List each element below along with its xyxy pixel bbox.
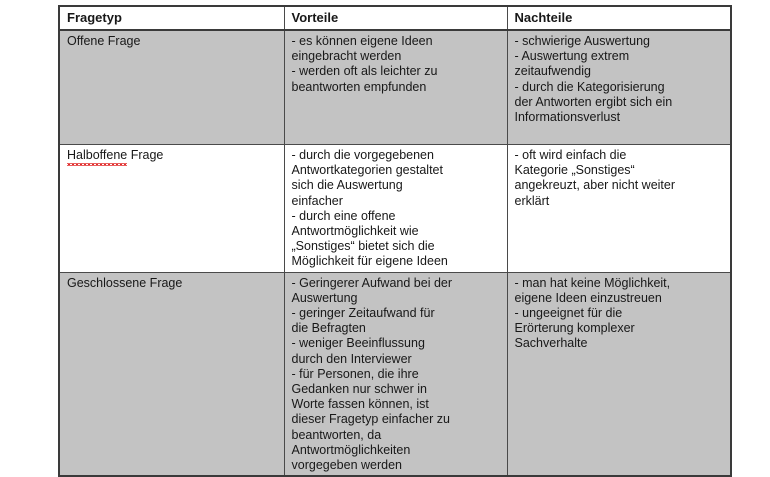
vorteile-line: durch den Interviewer bbox=[291, 351, 412, 366]
table-header-row bbox=[59, 6, 731, 30]
vorteile-line: eingebracht werden bbox=[291, 49, 402, 64]
vorteile-line: - es können eigene Ideen bbox=[291, 34, 433, 48]
question-types-table bbox=[58, 5, 732, 477]
nachteile-line: der Antworten ergibt sich ein bbox=[514, 94, 673, 109]
vorteile-line: - für Personen, die ihre bbox=[291, 366, 419, 381]
nachteile-line: Sachverhalte bbox=[514, 336, 588, 351]
nachteile-line: - oft wird einfach die bbox=[514, 148, 627, 162]
nachteile-line: eigene Ideen einzustreuen bbox=[514, 290, 662, 305]
vorteile-line: Worte fassen können, ist bbox=[291, 397, 429, 412]
vorteile-line: - Geringerer Aufwand bei der bbox=[291, 275, 453, 290]
vorteile-line: beantworten, da bbox=[291, 427, 382, 442]
row-label-rest: Frage bbox=[127, 148, 164, 162]
vorteile-line: „Sonstiges“ bietet sich die bbox=[291, 239, 435, 254]
table-row bbox=[59, 145, 731, 273]
vorteile-line: Antwortmöglichkeit wie bbox=[291, 224, 419, 239]
nachteile-line: Erörterung komplexer bbox=[514, 321, 635, 336]
vorteile-line: dieser Fragetyp einfacher zu bbox=[291, 412, 450, 427]
vorteile-lines-0 bbox=[292, 34, 501, 95]
vorteile-line: Möglichkeit für eigene Ideen bbox=[291, 254, 448, 269]
nachteile-line: - ungeeignet für die bbox=[514, 306, 623, 321]
nachteile-line: erklärt bbox=[514, 193, 550, 208]
column-header-vorteile: Vorteile bbox=[284, 6, 507, 30]
nachteile-line: - man hat keine Möglichkeit, bbox=[514, 275, 671, 290]
row-label-halboffene-frage bbox=[59, 145, 284, 273]
cell-nachteile-geschlossene-frage bbox=[507, 272, 731, 476]
vorteile-line: - werden oft als leichter zu bbox=[291, 64, 438, 79]
table-row bbox=[59, 272, 731, 476]
nachteile-line: angekreuzt, aber nicht weiter bbox=[514, 178, 676, 193]
nachteile-lines-0 bbox=[515, 34, 725, 125]
cell-vorteile-halboffene-frage bbox=[284, 145, 507, 273]
vorteile-line: vorgegeben werden bbox=[291, 458, 402, 473]
nachteile-line: - durch die Kategorisierung bbox=[514, 79, 665, 94]
cell-nachteile-offene-frage bbox=[507, 30, 731, 145]
nachteile-line: - schwierige Auswertung bbox=[514, 34, 650, 48]
vorteile-lines-2 bbox=[292, 276, 501, 474]
vorteile-line: Auswertung bbox=[291, 290, 358, 305]
vorteile-line: - durch eine offene bbox=[291, 208, 396, 223]
misspelled-word: Halboffene bbox=[67, 148, 128, 162]
nachteile-lines-2 bbox=[515, 276, 725, 352]
row-label-offene-frage: Offene Frage bbox=[59, 30, 284, 145]
vorteile-line: - durch die vorgegebenen bbox=[291, 148, 434, 162]
nachteile-line: Kategorie „Sonstiges“ bbox=[514, 163, 635, 178]
row-label-geschlossene-frage: Geschlossene Frage bbox=[59, 272, 284, 476]
cell-vorteile-geschlossene-frage bbox=[284, 272, 507, 476]
vorteile-line: Antwortkategorien gestaltet bbox=[291, 163, 443, 178]
nachteile-line: Informationsverlust bbox=[514, 110, 621, 125]
vorteile-line: Antwortmöglichkeiten bbox=[291, 442, 411, 457]
vorteile-line: einfacher bbox=[291, 193, 343, 208]
vorteile-line: - geringer Zeitaufwand für bbox=[291, 306, 435, 321]
cell-nachteile-halboffene-frage bbox=[507, 145, 731, 273]
nachteile-line: - Auswertung extrem bbox=[514, 49, 630, 64]
column-header-fragetyp: Fragetyp bbox=[59, 6, 284, 30]
nachteile-lines-1 bbox=[515, 148, 725, 209]
table-row bbox=[59, 30, 731, 145]
vorteile-line: Gedanken nur schwer in bbox=[291, 382, 427, 397]
vorteile-line: - weniger Beeinflussung bbox=[291, 336, 425, 351]
vorteile-line: sich die Auswertung bbox=[291, 178, 403, 193]
cell-vorteile-offene-frage bbox=[284, 30, 507, 145]
vorteile-lines-1 bbox=[292, 148, 501, 270]
vorteile-line: die Befragten bbox=[291, 321, 366, 336]
nachteile-line: zeitaufwendig bbox=[514, 64, 591, 79]
column-header-nachteile: Nachteile bbox=[507, 6, 731, 30]
vorteile-line: beantworten empfunden bbox=[291, 79, 427, 94]
